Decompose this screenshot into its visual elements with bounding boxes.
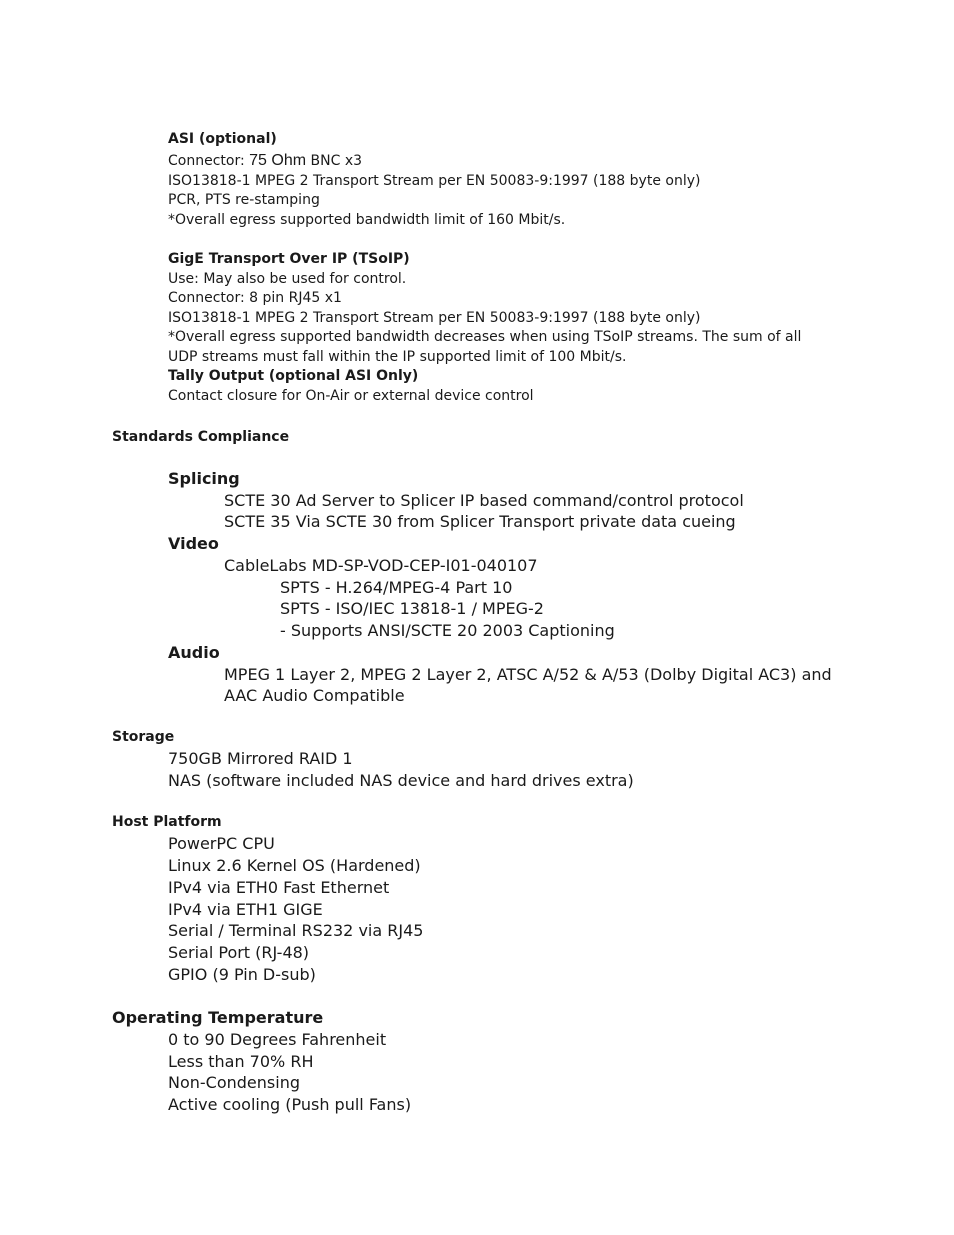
standards-heading: Standards Compliance (112, 429, 290, 445)
video-subline: SPTS - H.264/MPEG-4 Part 10 (280, 578, 513, 597)
host-line: Serial Port (RJ-48) (168, 943, 310, 962)
video-subline: - Supports ANSI/SCTE 20 2003 Captioning (280, 621, 615, 640)
host-line: Serial / Terminal RS232 via RJ45 (168, 921, 424, 940)
host-heading: Host Platform (112, 814, 222, 830)
storage-line: NAS (software included NAS device and hard drives extra) (168, 771, 634, 790)
tally-heading: Tally Output (optional ASI Only) (168, 368, 419, 384)
asi-connector-suffix: BNC x3 (306, 153, 363, 169)
gige-line: UDP streams must fall within the IP supported limit of 100 Mbit/s. (168, 349, 627, 365)
splicing-line: SCTE 30 Ad Server to Splicer IP based command/control protocol (224, 491, 744, 510)
asi-connector-prefix: Connector: (168, 153, 250, 169)
host-line: PowerPC CPU (168, 834, 275, 853)
temperature-line: Less than 70% RH (168, 1052, 314, 1071)
video-subline: SPTS - ISO/IEC 13818-1 / MPEG-2 (280, 599, 544, 618)
temperature-line: Non-Condensing (168, 1073, 300, 1092)
gige-line: Connector: 8 pin RJ45 x1 (168, 290, 342, 306)
storage-heading: Storage (112, 729, 175, 745)
splicing-line: SCTE 35 Via SCTE 30 from Splicer Transport private data cueing (224, 512, 736, 531)
video-line: CableLabs MD-SP-VOD-CEP-I01-040107 (224, 556, 538, 575)
audio-line: AAC Audio Compatible (224, 686, 405, 705)
asi-line: PCR, PTS re-stamping (168, 192, 320, 208)
splicing-heading: Splicing (168, 469, 240, 488)
asi-connector-ohm: 75 Ohm (249, 152, 307, 169)
host-line: IPv4 via ETH1 GIGE (168, 900, 323, 919)
temperature-line: 0 to 90 Degrees Fahrenheit (168, 1030, 387, 1049)
audio-line: MPEG 1 Layer 2, MPEG 2 Layer 2, ATSC A/52 & A/53 (Dolby Digital AC3) and (224, 665, 832, 684)
asi-connector-line (168, 152, 362, 170)
tally-line: Contact closure for On-Air or external device control (168, 388, 534, 404)
storage-line: 750GB Mirrored RAID 1 (168, 749, 353, 768)
gige-line: ISO13818-1 MPEG 2 Transport Stream per EN 50083-9:1997 (188 byte only) (168, 310, 701, 326)
host-line: GPIO (9 Pin D-sub) (168, 965, 316, 984)
asi-line: ISO13818-1 MPEG 2 Transport Stream per EN 50083-9:1997 (188 byte only) (168, 173, 701, 189)
asi-heading: ASI (optional) (168, 131, 277, 147)
audio-heading: Audio (168, 643, 220, 662)
gige-line: Use: May also be used for control. (168, 271, 407, 287)
temperature-heading: Operating Temperature (112, 1008, 324, 1027)
gige-line: *Overall egress supported bandwidth decreases when using TSoIP streams. The sum of all (168, 329, 802, 345)
host-line: IPv4 via ETH0 Fast Ethernet (168, 878, 390, 897)
gige-heading: GigE Transport Over IP (TSoIP) (168, 251, 410, 267)
video-heading: Video (168, 534, 219, 553)
asi-line: *Overall egress supported bandwidth limit of 160 Mbit/s. (168, 212, 566, 228)
temperature-line: Active cooling (Push pull Fans) (168, 1095, 412, 1114)
host-line: Linux 2.6 Kernel OS (Hardened) (168, 856, 421, 875)
